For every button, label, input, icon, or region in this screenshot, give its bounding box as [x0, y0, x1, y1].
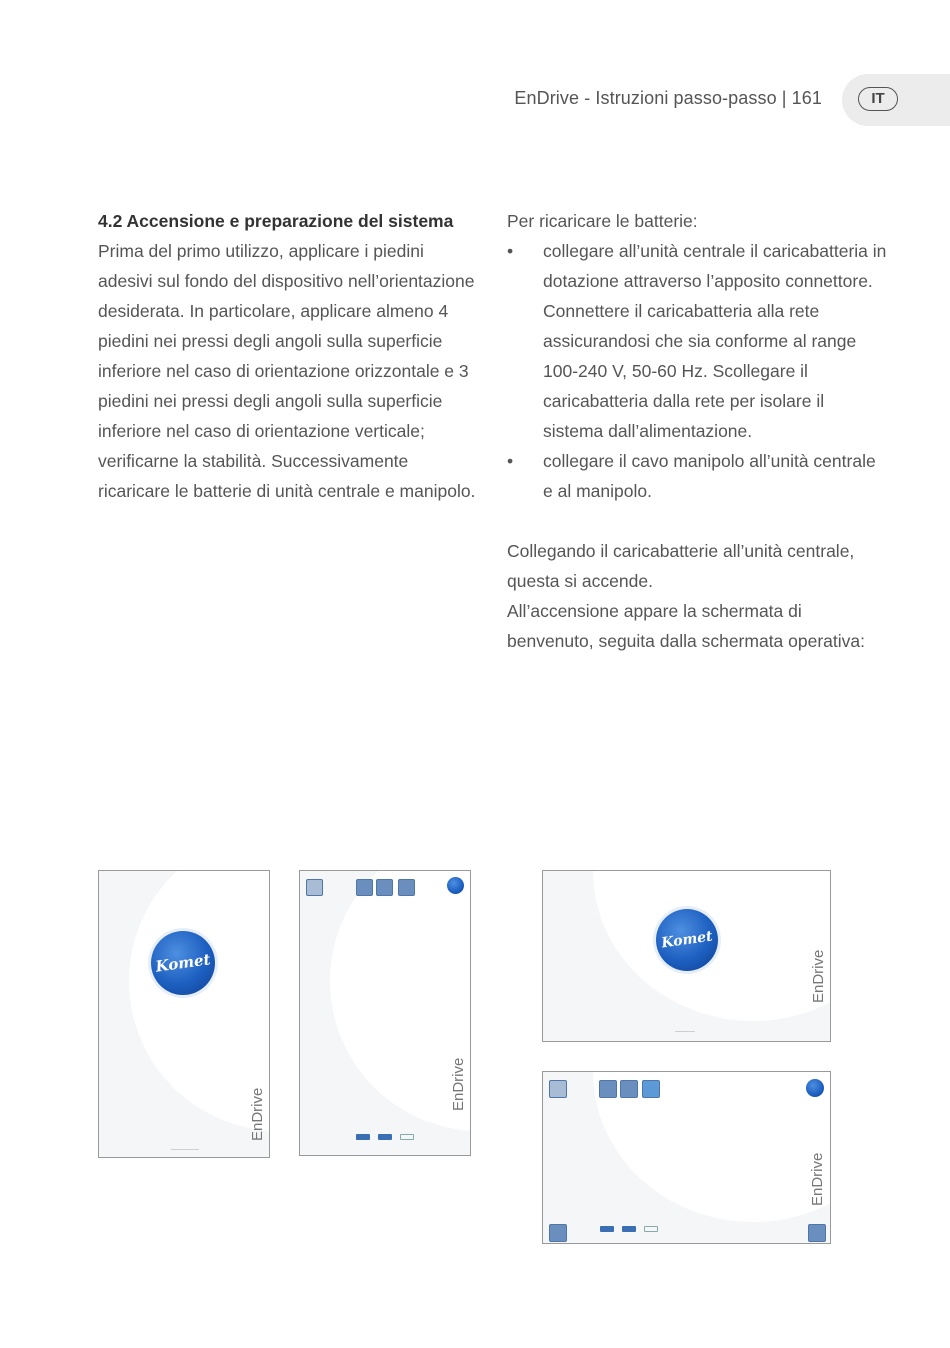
power-on-paragraph: Collegando il caricabatterie all’unità centrale, questa si accende.	[507, 541, 855, 591]
motor-icon[interactable]	[620, 1080, 638, 1098]
endrive-brand-label: EnDrive	[249, 1087, 266, 1141]
next-button[interactable]	[808, 1224, 826, 1242]
horizontal-operating-screen	[542, 1071, 831, 1244]
left-column	[98, 206, 483, 506]
charging-intro: Per ricaricare le batterie:	[507, 211, 698, 231]
endrive-brand-label: EnDrive	[810, 949, 827, 1003]
vertical-welcome-screen	[98, 870, 270, 1158]
list-item: • collegare il cavo manipolo all’unità centrale e al manipolo.	[507, 446, 887, 506]
vertical-operating-screen	[299, 870, 471, 1156]
section-body: Prima del primo utilizzo, applicare i piedini adesivi sul fondo del dispositivo nell’orientazione desiderata. In particolare, applicare almeno 4 piedini nei pressi degli angoli sulla superficie inferiore nel caso di orientazione orizzontale e 3 piedini nei pressi degli angoli sulla superficie inferiore nel caso di orientazione verticale; verificarne la stabilità. Successivamente ricaricare le batterie di unità centrale e manipolo.	[98, 241, 476, 501]
battery-handpiece-icon	[378, 1134, 392, 1140]
page-header-title: EnDrive - Istruzioni passo-passo | 161	[514, 88, 822, 108]
right-column	[507, 206, 887, 656]
battery-handpiece-icon	[622, 1226, 636, 1232]
connection-icon	[644, 1226, 658, 1232]
program-icon[interactable]	[599, 1080, 617, 1098]
back-button[interactable]	[549, 1224, 567, 1242]
endrive-brand-label: EnDrive	[809, 1152, 826, 1206]
komet-logo: Komet	[151, 931, 215, 995]
startup-screens-paragraph: All’accensione appare la schermata di benvenuto, seguita dalla schermata operativa:	[507, 601, 866, 651]
settings-icon[interactable]	[306, 879, 323, 896]
charging-steps-list	[507, 236, 887, 506]
komet-logo: Komet	[656, 909, 718, 971]
horizontal-welcome-screen	[542, 870, 831, 1042]
program-icon[interactable]	[356, 879, 373, 896]
section-heading: 4.2 Accensione e preparazione del sistema	[98, 211, 454, 231]
motor-icon[interactable]	[376, 879, 393, 896]
komet-mini-logo	[806, 1079, 824, 1097]
info-icon[interactable]	[398, 879, 415, 896]
connection-icon	[400, 1134, 414, 1140]
list-item: • collegare all’unità centrale il caricabatteria in dotazione attraverso l’apposito connettore. Connettere il caricabatteria alla rete assicurandosi che sia conforme al range 100-240 V, 50-60 Hz. Scollegare il caricabatteria dalla rete per isolare il sistema dall’alimentazione.	[507, 236, 887, 446]
info-icon[interactable]	[642, 1080, 660, 1098]
battery-unit-icon	[356, 1134, 370, 1140]
language-badge: IT	[858, 87, 898, 111]
endrive-brand-label: EnDrive	[450, 1057, 467, 1111]
komet-mini-logo	[447, 877, 464, 894]
battery-unit-icon	[600, 1226, 614, 1232]
settings-icon[interactable]	[549, 1080, 567, 1098]
